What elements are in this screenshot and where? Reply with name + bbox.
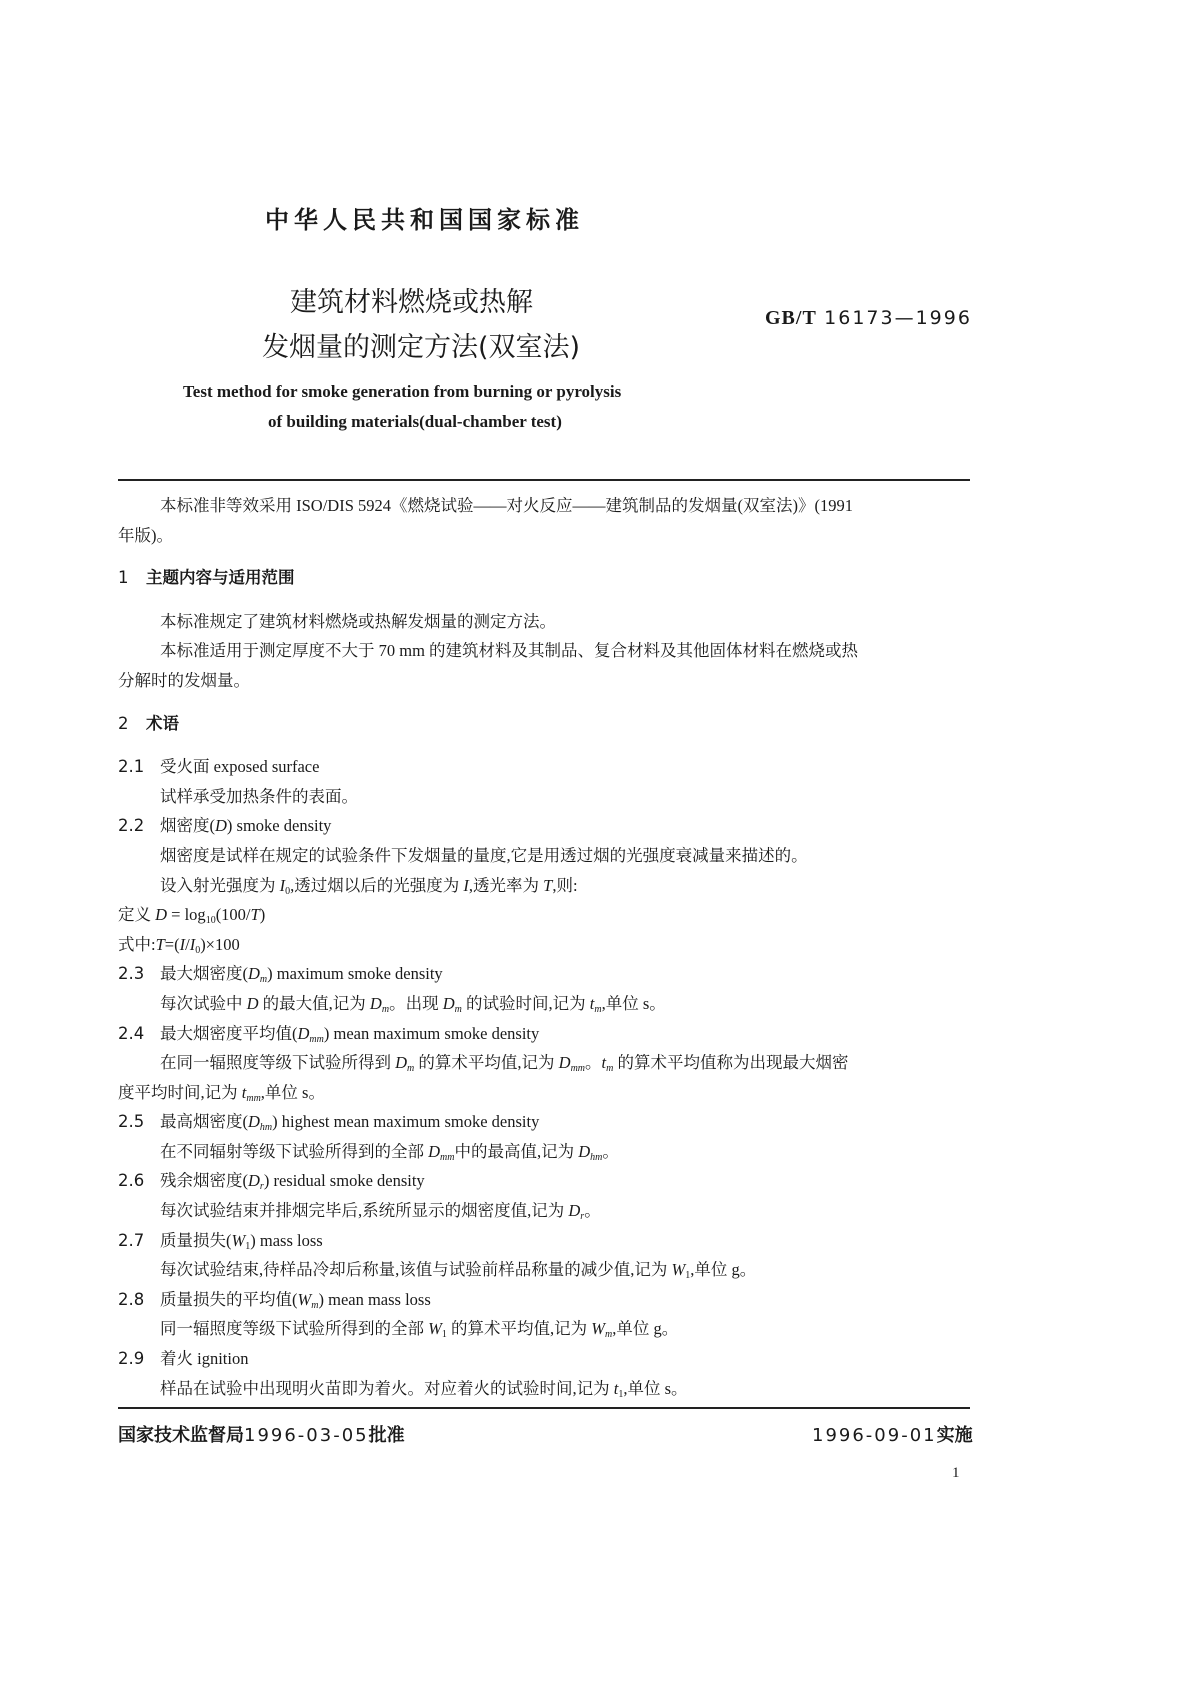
math-symbol: m	[381, 1003, 390, 1015]
term-heading	[118, 1226, 973, 1256]
math-symbol: t	[589, 993, 595, 1013]
english-term: exposed surface	[209, 757, 320, 777]
math-symbol: I	[179, 934, 186, 954]
text-segment: ,单位 g。	[612, 1319, 679, 1339]
text-segment: )	[318, 1289, 324, 1309]
math-symbol: D	[578, 1141, 591, 1161]
math-symbol: D	[369, 993, 382, 1013]
math-symbol: T	[543, 875, 553, 895]
effective-info	[812, 1421, 973, 1447]
math-symbol: r	[580, 1211, 585, 1223]
text-segment: ,单位 g。	[690, 1260, 757, 1280]
math-symbol: I	[463, 875, 469, 895]
math-symbol: D	[215, 816, 227, 836]
approval-label: 批准	[368, 1425, 405, 1446]
math-symbol: m	[454, 1003, 462, 1015]
math-symbol: D	[248, 1171, 260, 1191]
math-symbol: W	[671, 1260, 686, 1280]
math-symbol: W	[231, 1230, 246, 1250]
text-segment: 主题内容与适用范围	[146, 568, 295, 588]
text-segment: 式中:	[118, 934, 156, 954]
clause-number: 2.9	[118, 1349, 145, 1369]
clause-number: 2.6	[118, 1171, 145, 1191]
text-segment: 年版)。	[118, 525, 173, 545]
footer-divider	[118, 1407, 970, 1409]
text-line	[118, 1078, 973, 1108]
title-en-line-1: Test method for smoke generation from burning or pyrolysis	[183, 382, 622, 401]
title-cn-line-2: 发烟量的测定方法(双室法)	[262, 332, 581, 363]
header-divider	[118, 479, 970, 481]
math-symbol: D	[442, 993, 455, 1013]
clause-number: 2.2	[118, 816, 145, 836]
math-symbol: mm	[440, 1151, 455, 1163]
text-segment: ,单位 s。	[601, 993, 666, 1013]
text-line	[118, 871, 973, 901]
math-symbol: t	[601, 1053, 607, 1073]
math-symbol: W	[428, 1319, 442, 1339]
text-segment: 。	[602, 1141, 619, 1161]
text-line	[118, 666, 973, 696]
term-heading	[118, 1107, 973, 1137]
text-segment: )	[259, 905, 266, 925]
term-heading	[118, 1019, 973, 1049]
english-term: residual smoke density	[269, 1171, 425, 1191]
math-symbol: m	[594, 1003, 602, 1015]
text-segment: 。	[584, 1201, 601, 1221]
title-en-line-2: of building materials(dual-chamber test)	[268, 412, 562, 431]
text-segment: ,单位 s。	[623, 1378, 688, 1398]
text-segment: 的算术平均值称为出现最大烟密	[613, 1053, 849, 1073]
text-line	[118, 491, 973, 521]
text-segment: )	[263, 1171, 270, 1191]
math-symbol: D	[248, 964, 260, 984]
standard-code	[765, 305, 972, 330]
term-heading	[118, 959, 973, 989]
math-symbol: D	[568, 1201, 581, 1221]
text-segment: 试样承受加热条件的表面。	[160, 786, 358, 806]
text-segment: )	[250, 1230, 256, 1250]
standard-code-prefix: GB/T	[765, 307, 817, 329]
text-line	[118, 900, 973, 930]
text-segment: )	[226, 816, 233, 836]
text-line	[118, 1255, 973, 1285]
approval-info	[118, 1421, 405, 1447]
text-segment: 。出现	[389, 993, 443, 1013]
text-segment: /	[185, 934, 190, 954]
page-number: 1	[952, 1465, 960, 1481]
text-segment: 每次试验结束,待样品冷却后称量,该值与试验前样品称量的减少值,记为	[160, 1260, 672, 1280]
math-symbol: m	[605, 1329, 613, 1341]
math-symbol: mm	[570, 1063, 586, 1075]
text-segment: 最大烟密度(	[160, 964, 248, 984]
math-symbol: T	[250, 905, 260, 925]
term-heading	[118, 1285, 973, 1315]
text-segment: 定义	[118, 905, 156, 925]
text-segment: ,则:	[552, 875, 578, 895]
text-segment: 的算术平均值,记为	[446, 1319, 592, 1339]
math-symbol: D	[248, 1112, 260, 1132]
text-segment: 每次试验中	[160, 993, 247, 1013]
math-symbol: W	[297, 1289, 312, 1309]
text-line	[118, 1314, 973, 1344]
text-segment: 在同一辐照度等级下试验所得到	[160, 1053, 396, 1073]
text-segment: 术语	[146, 713, 179, 733]
math-symbol: mm	[309, 1033, 324, 1045]
english-term: mean mass loss	[323, 1289, 431, 1309]
clause-number: 2	[118, 713, 129, 733]
text-segment: )	[267, 964, 273, 984]
text-segment: 度平均时间,记为	[118, 1082, 242, 1102]
text-segment: 受火面	[160, 757, 210, 777]
text-line	[118, 1196, 973, 1226]
term-heading	[118, 1344, 973, 1374]
text-segment: 最大烟密度平均值(	[160, 1023, 298, 1043]
text-segment: 最高烟密度(	[160, 1112, 248, 1132]
text-segment: ,透光率为	[468, 875, 544, 895]
text-segment: 本标准规定了建筑材料燃烧或热解发烟量的测定方法。	[160, 611, 556, 631]
text-segment: )	[323, 1023, 330, 1043]
math-symbol: D	[246, 993, 259, 1013]
math-symbol: 1	[441, 1329, 447, 1341]
clause-number: 2.1	[118, 757, 145, 777]
issuer: 国家技术监督局	[118, 1425, 244, 1446]
math-symbol: D	[395, 1053, 408, 1073]
text-line	[118, 521, 973, 551]
english-term: highest mean maximum smoke density	[277, 1112, 540, 1132]
clause-number: 1	[118, 568, 129, 588]
approval-date: 1996-03-05	[244, 1425, 369, 1446]
effective-date: 1996-09-01	[812, 1425, 937, 1446]
math-symbol: t	[241, 1082, 247, 1102]
term-heading	[118, 752, 973, 782]
math-symbol: r	[259, 1181, 264, 1193]
text-segment: ,单位 s。	[260, 1082, 325, 1102]
text-line	[118, 782, 973, 812]
text-line	[118, 1137, 973, 1167]
math-symbol: D	[428, 1141, 441, 1161]
math-symbol: 1	[685, 1270, 691, 1282]
math-symbol: hm	[590, 1151, 603, 1163]
text-segment: 的试验时间,记为	[461, 993, 590, 1013]
text-line	[118, 1374, 973, 1404]
text-segment: )	[272, 1112, 278, 1132]
math-symbol: 1	[618, 1388, 624, 1400]
math-symbol: T	[155, 934, 165, 954]
math-symbol: 10	[205, 915, 216, 927]
english-term: ignition	[193, 1349, 249, 1369]
text-segment: 中的最高值,记为	[454, 1141, 579, 1161]
text-segment: 每次试验结束并排烟完毕后,系统所显示的烟密度值,记为	[160, 1201, 569, 1221]
math-symbol: m	[259, 974, 268, 986]
math-symbol: m	[407, 1063, 415, 1075]
text-segment: 本标准适用于测定厚度不大于 70 mm 的建筑材料及其制品、复合材料及其他固体材料在燃烧或热	[160, 641, 859, 661]
text-line	[118, 841, 973, 871]
text-segment: 同一辐照度等级下试验所得到的全部	[160, 1319, 429, 1339]
text-segment: (100/	[215, 905, 251, 925]
math-symbol: D	[155, 905, 168, 925]
text-segment: 质量损失(	[160, 1230, 232, 1250]
section-heading	[118, 563, 973, 593]
math-symbol: hm	[259, 1122, 273, 1134]
standard-category-heading: 中华人民共和国国家标准	[265, 206, 584, 234]
text-segment: 分解时的发烟量。	[118, 670, 250, 690]
text-segment: 设入射光强度为	[160, 875, 280, 895]
math-symbol: t	[613, 1378, 619, 1398]
math-symbol: 0	[285, 885, 291, 897]
clause-number: 2.8	[118, 1289, 145, 1309]
math-symbol: mm	[246, 1092, 261, 1104]
text-segment: 的最大值,记为	[258, 993, 370, 1013]
text-line	[118, 930, 973, 960]
text-segment: 在不同辐射等级下试验所得到的全部	[160, 1141, 429, 1161]
text-line	[118, 989, 973, 1019]
text-segment: 的算术平均值,记为	[414, 1053, 559, 1073]
math-symbol: W	[591, 1319, 605, 1339]
text-segment: 着火	[160, 1349, 193, 1369]
math-symbol: I	[279, 875, 286, 895]
term-heading	[118, 1166, 973, 1196]
math-symbol: D	[558, 1053, 571, 1073]
clause-number: 2.5	[118, 1112, 145, 1132]
text-segment: )×100	[200, 934, 240, 954]
effective-label: 实施	[936, 1425, 973, 1446]
term-heading	[118, 811, 973, 841]
text-segment: 烟密度(	[160, 816, 215, 836]
math-symbol: D	[297, 1023, 310, 1043]
math-symbol: 1	[245, 1240, 251, 1252]
text-segment: = log	[167, 905, 206, 925]
text-segment: 残余烟密度(	[160, 1171, 248, 1191]
document-body	[118, 491, 973, 1403]
text-segment: 。	[585, 1053, 602, 1073]
english-term: smoke density	[232, 816, 332, 836]
english-term: mass loss	[255, 1230, 323, 1250]
math-symbol: m	[606, 1063, 614, 1075]
title-cn-line-1: 建筑材料燃烧或热解	[290, 287, 533, 318]
standard-code-number: 16173—1996	[824, 307, 972, 329]
section-heading	[118, 709, 973, 739]
text-segment: ,透过烟以后的光强度为	[290, 875, 464, 895]
text-segment: =(	[164, 934, 180, 954]
clause-number: 2.3	[118, 964, 145, 984]
text-line	[118, 636, 973, 666]
text-line	[118, 607, 973, 637]
text-segment: 烟密度是试样在规定的试验条件下发烟量的量度,它是用透过烟的光强度衰减量来描述的。	[160, 845, 808, 865]
english-term: mean maximum smoke density	[329, 1023, 540, 1043]
english-term: maximum smoke density	[272, 964, 443, 984]
math-symbol: 0	[195, 944, 201, 956]
text-segment: 本标准非等效采用 ISO/DIS 5924《燃烧试验——对火反应——建筑制品的发烟量(双室法)》(1991	[160, 496, 853, 515]
text-segment: 质量损失的平均值(	[160, 1289, 298, 1309]
math-symbol: m	[311, 1299, 319, 1311]
clause-number: 2.4	[118, 1023, 145, 1043]
text-line	[118, 1048, 973, 1078]
text-segment: 样品在试验中出现明火苗即为着火。对应着火的试验时间,记为	[160, 1378, 614, 1398]
clause-number: 2.7	[118, 1230, 145, 1250]
math-symbol: I	[189, 934, 196, 954]
